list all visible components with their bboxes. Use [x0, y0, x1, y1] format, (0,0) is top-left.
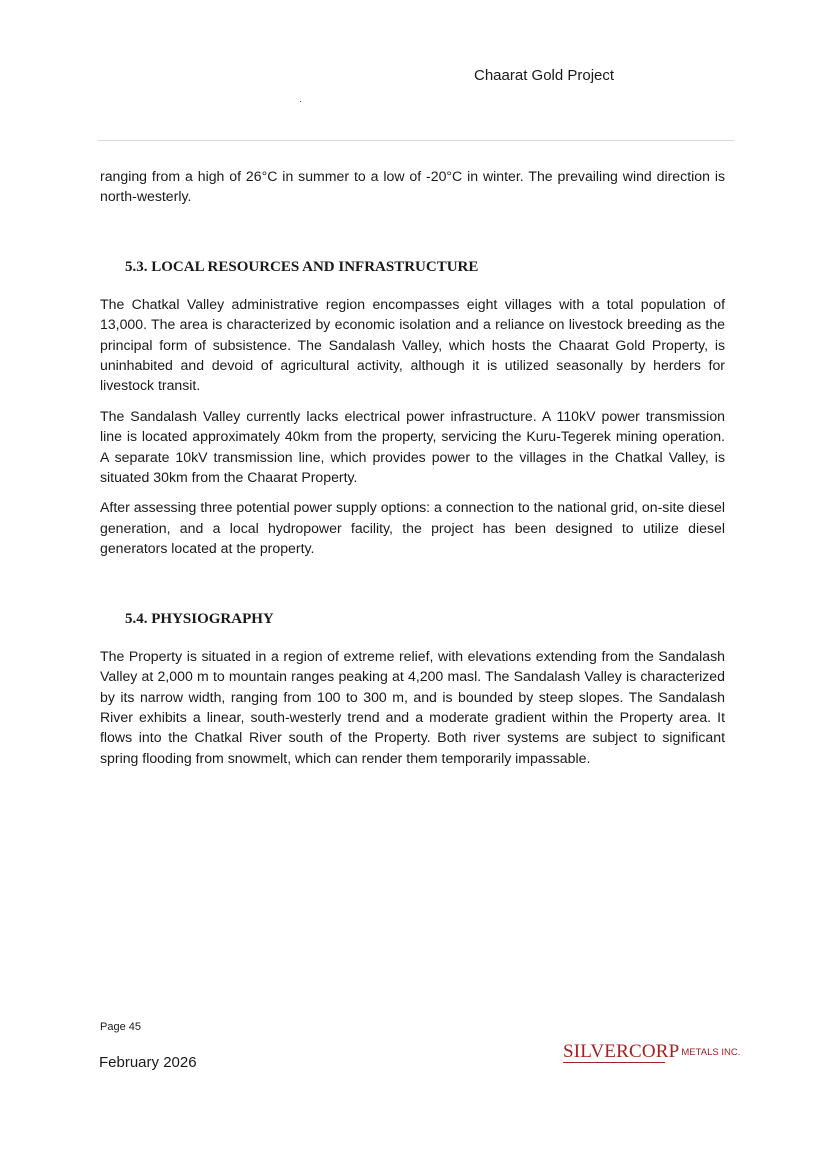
body-content: [100, 166, 725, 768]
logo-wordmark: SILVERCORP: [563, 1041, 680, 1062]
intro-paragraph: ranging from a high of 26°C in summer to a low of -20°C in winter. The prevailing wind direction is north-westerly.: [100, 168, 725, 205]
paragraph-power-infrastructure: The Sandalash Valley currently lacks electrical power infrastructure. A 110kV power transmission line is located approximately 40km from the property, servicing the Kuru-Tegerek mining operation. A separate 10kV transmission line, which provides power to the villages in the Chatkal Valley, is situated 30km from the Chaarat Property.: [100, 407, 725, 486]
logo-subtitle: METALS INC.: [681, 1047, 741, 1058]
page-number: Page 45: [100, 1021, 141, 1033]
footer-date: February 2026: [99, 1054, 197, 1071]
logo-underline: [563, 1062, 665, 1063]
section-heading-local-resources: 5.3. LOCAL RESOURCES AND INFRASTRUCTURE: [125, 258, 479, 275]
paragraph-power-options: After assessing three potential power supply options: a connection to the national grid, on-site diesel generation, and a local hydropower facility, the project has been designed to utilize diesel generators located at the property.: [100, 499, 725, 557]
header-title: Chaarat Gold Project: [474, 67, 615, 84]
paragraph-physiography: The Property is situated in a region of extreme relief, with elevations extending from the Sandalash Valley at 2,000 m to mountain ranges peaking at 4,200 masl. The Sandalash Valley is characterized by its narrow width, ranging from 100 to 300 m, and is bounded by steep slopes. The Sandalash River exhibits a linear, south-westerly trend and a moderate gradient within the Property area. It flows into the Chatkal River south of the Property. Both river systems are subject to significant spring flooding from snowmelt, which can render them temporarily impassable.: [100, 647, 725, 766]
header-mark: [300, 101, 301, 102]
header-divider: [98, 140, 734, 141]
paragraph-population: The Chatkal Valley administrative region encompasses eight villages with a total population of 13,000. The area is characterized by economic isolation and a reliance on livestock breeding as the principal form of subsistence. The Sandalash Valley, which hosts the Chaarat Gold Property, is uninhabited and devoid of agricultural activity, although it is utilized seasonally by herders for livestock transit.: [100, 295, 725, 394]
section-heading-physiography: 5.4. PHYSIOGRAPHY: [125, 610, 274, 627]
silvercorp-logo: [563, 1041, 740, 1065]
